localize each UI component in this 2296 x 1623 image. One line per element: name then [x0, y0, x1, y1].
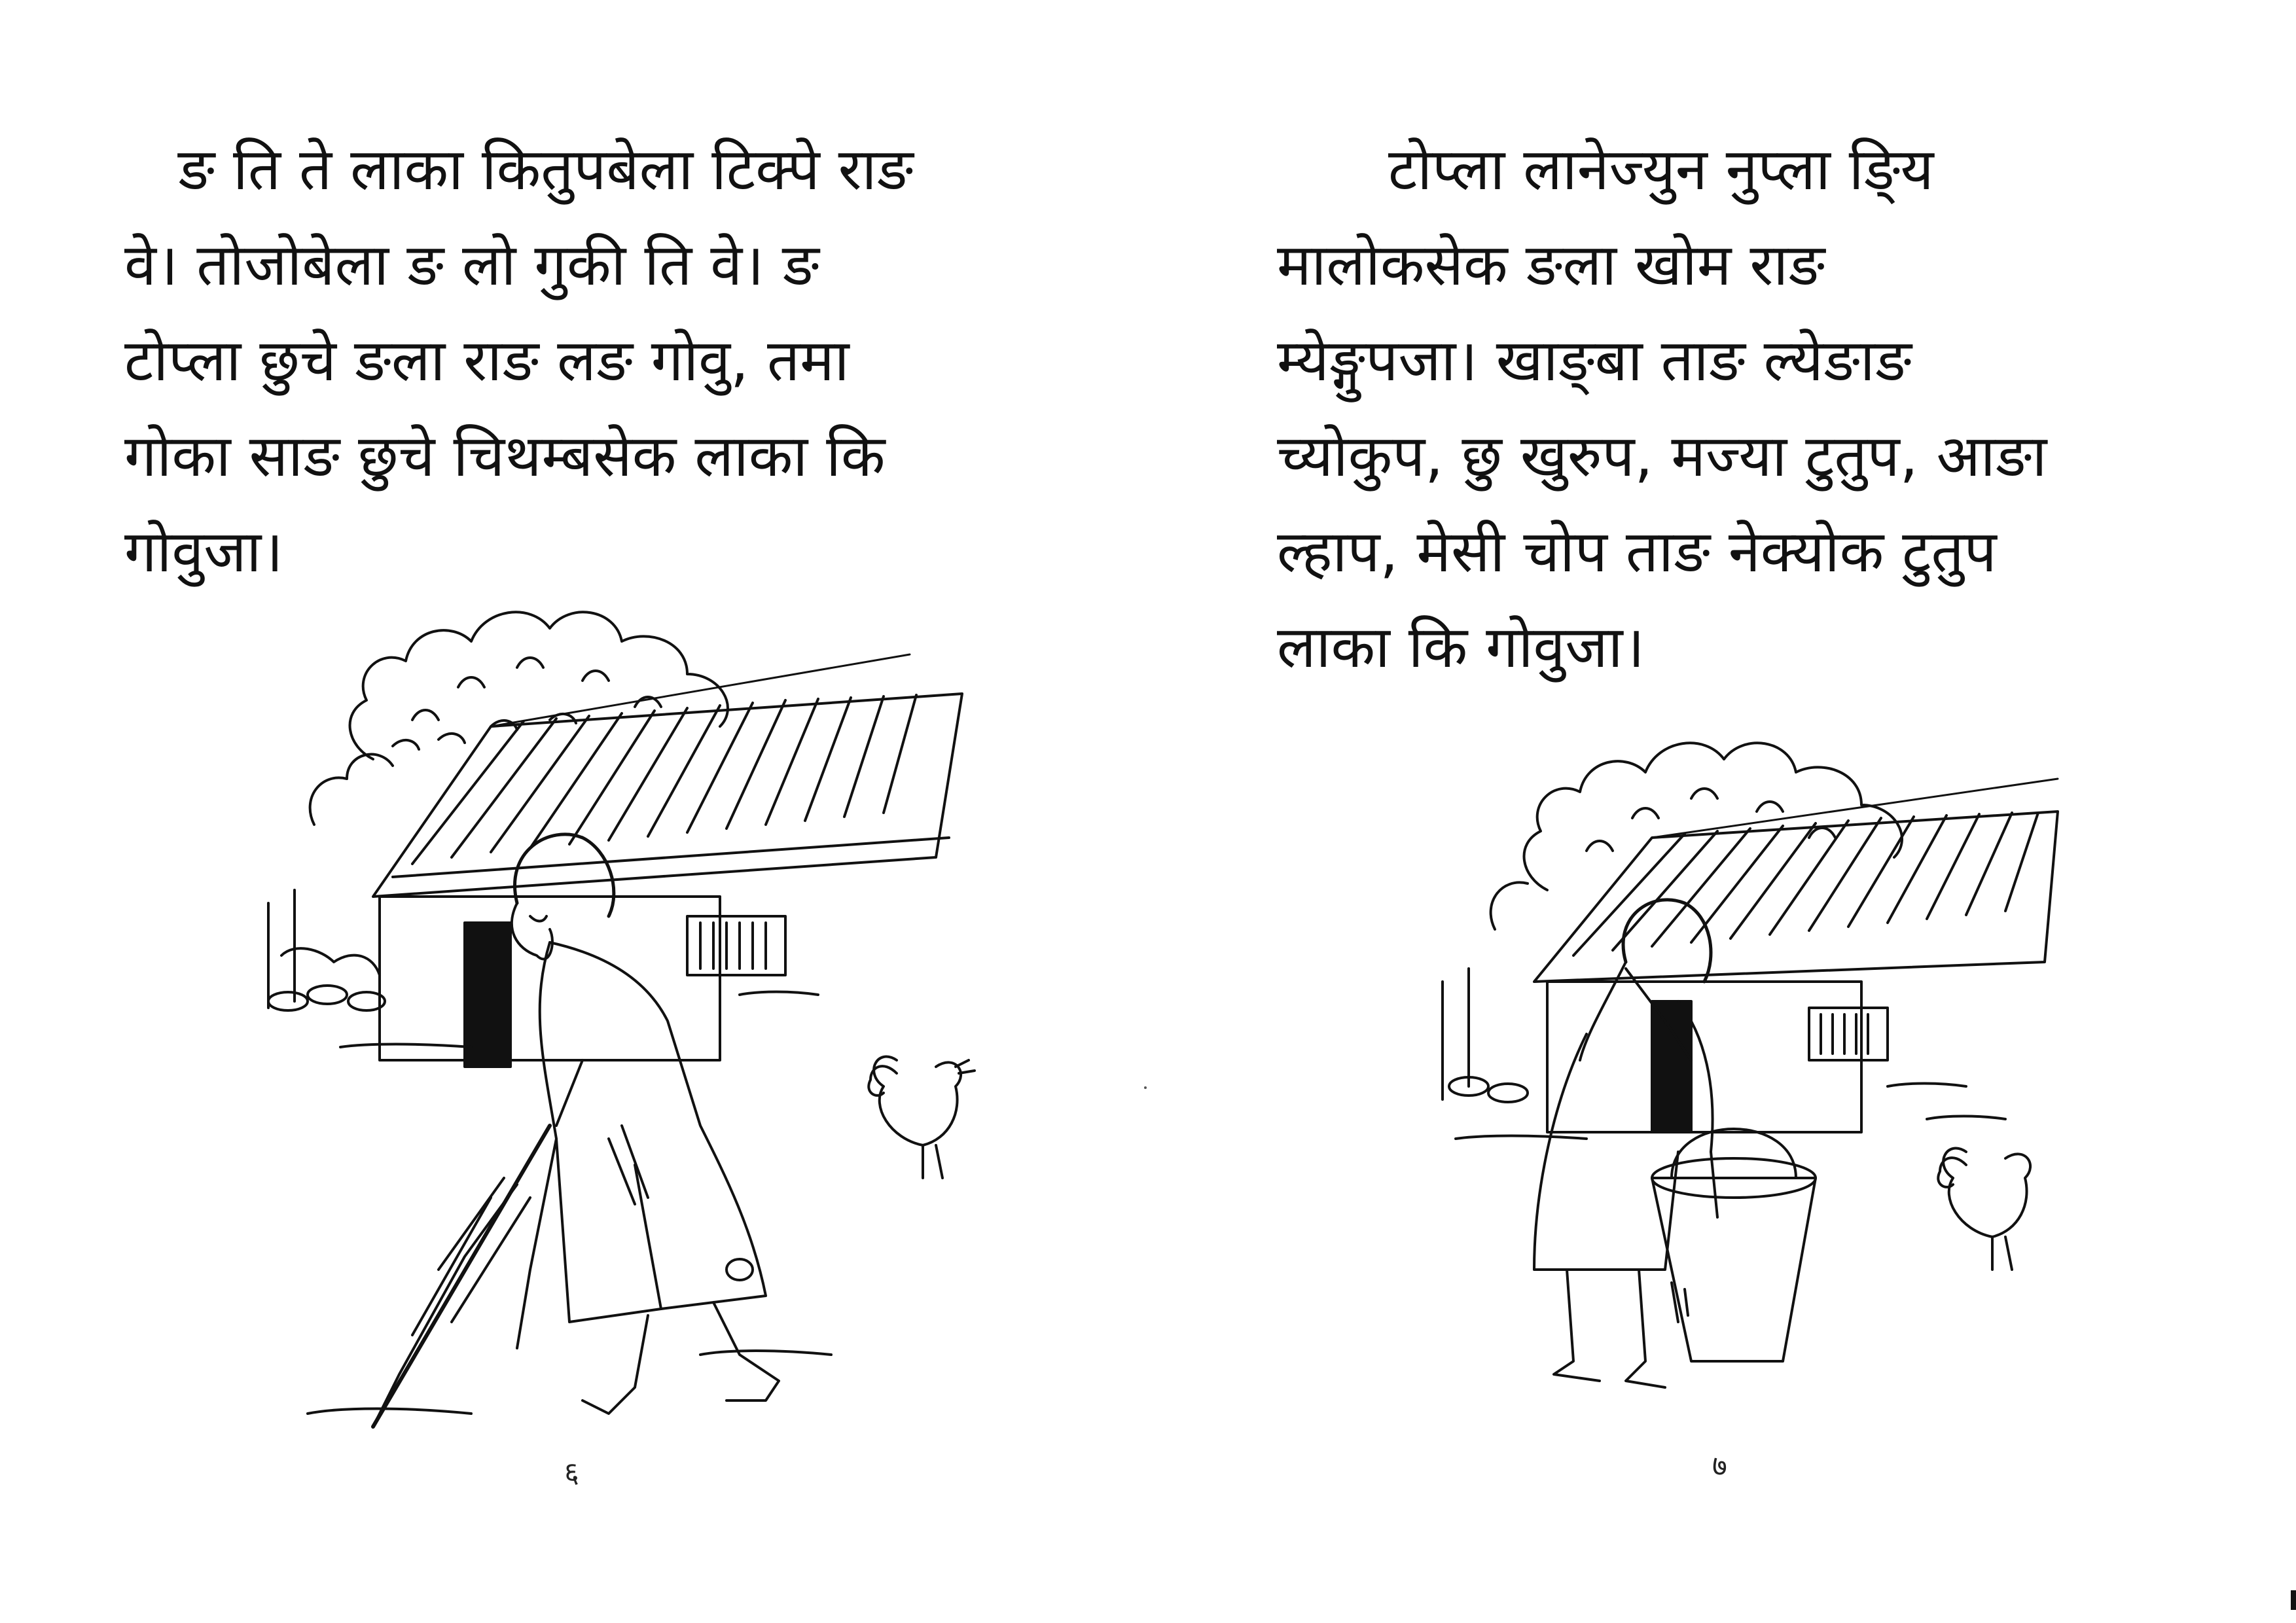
text-line: मालोकसेक ङला खोम राङ: [1277, 231, 1825, 298]
bucket-drawing: [1652, 1129, 1816, 1361]
trees-drawing: [1491, 743, 1902, 929]
ground-lines: [1456, 1084, 2005, 1139]
right-page-text: [1277, 122, 2167, 695]
roof-drawing: [1534, 779, 2058, 982]
girl-sweeping-illustration: [242, 550, 988, 1440]
house-drawing: [1443, 969, 1888, 1132]
rooster-drawing: [1938, 1149, 2030, 1270]
text-line: गोवुजा।: [124, 518, 283, 585]
trees-drawing: [310, 612, 728, 825]
left-page-text: [124, 122, 1014, 599]
girl-with-bucket-illustration: [1390, 694, 2123, 1427]
gutter-mark: [1144, 1086, 1147, 1089]
text-line: वे। तोजोबेला ङ लो गुकी ति वे। ङ: [124, 231, 819, 298]
ground-lines: [308, 992, 831, 1414]
text-line: टोप्ला लानेज्युन नुप्ला ङि्य: [1388, 135, 1934, 203]
text-line: म्येङ्गुपजा। खाङ्बा ताङ ल्येङाङ: [1277, 327, 1912, 394]
girl-figure: [373, 834, 779, 1427]
page-edge-mark: [2291, 1590, 2296, 1610]
right-page: [1148, 0, 2296, 1623]
text-line: टोप्ला छुचे ङला राङ लङ गोवु, तमा: [124, 327, 850, 394]
text-line: ल्हाप, मेसी चोप ताङ नेक्योक टुतुप: [1277, 518, 1997, 585]
house-drawing: [268, 890, 785, 1067]
text-line: च्योकुप, छु खुरुप, मज्या टुतुप, आङा: [1277, 422, 2047, 490]
page-number: ७: [1712, 1450, 1727, 1483]
text-line: गोका साङ छुचे चिथम्बसेक लाका कि: [124, 422, 886, 490]
text-line: ङ ति ते लाका कितुपबेला टिक्पे राङ: [178, 135, 914, 203]
roof-drawing: [373, 654, 962, 897]
page-number: ६: [564, 1456, 579, 1489]
text-line: लाका कि गोवुजा।: [1277, 613, 1645, 681]
rooster-drawing: [869, 1057, 975, 1178]
